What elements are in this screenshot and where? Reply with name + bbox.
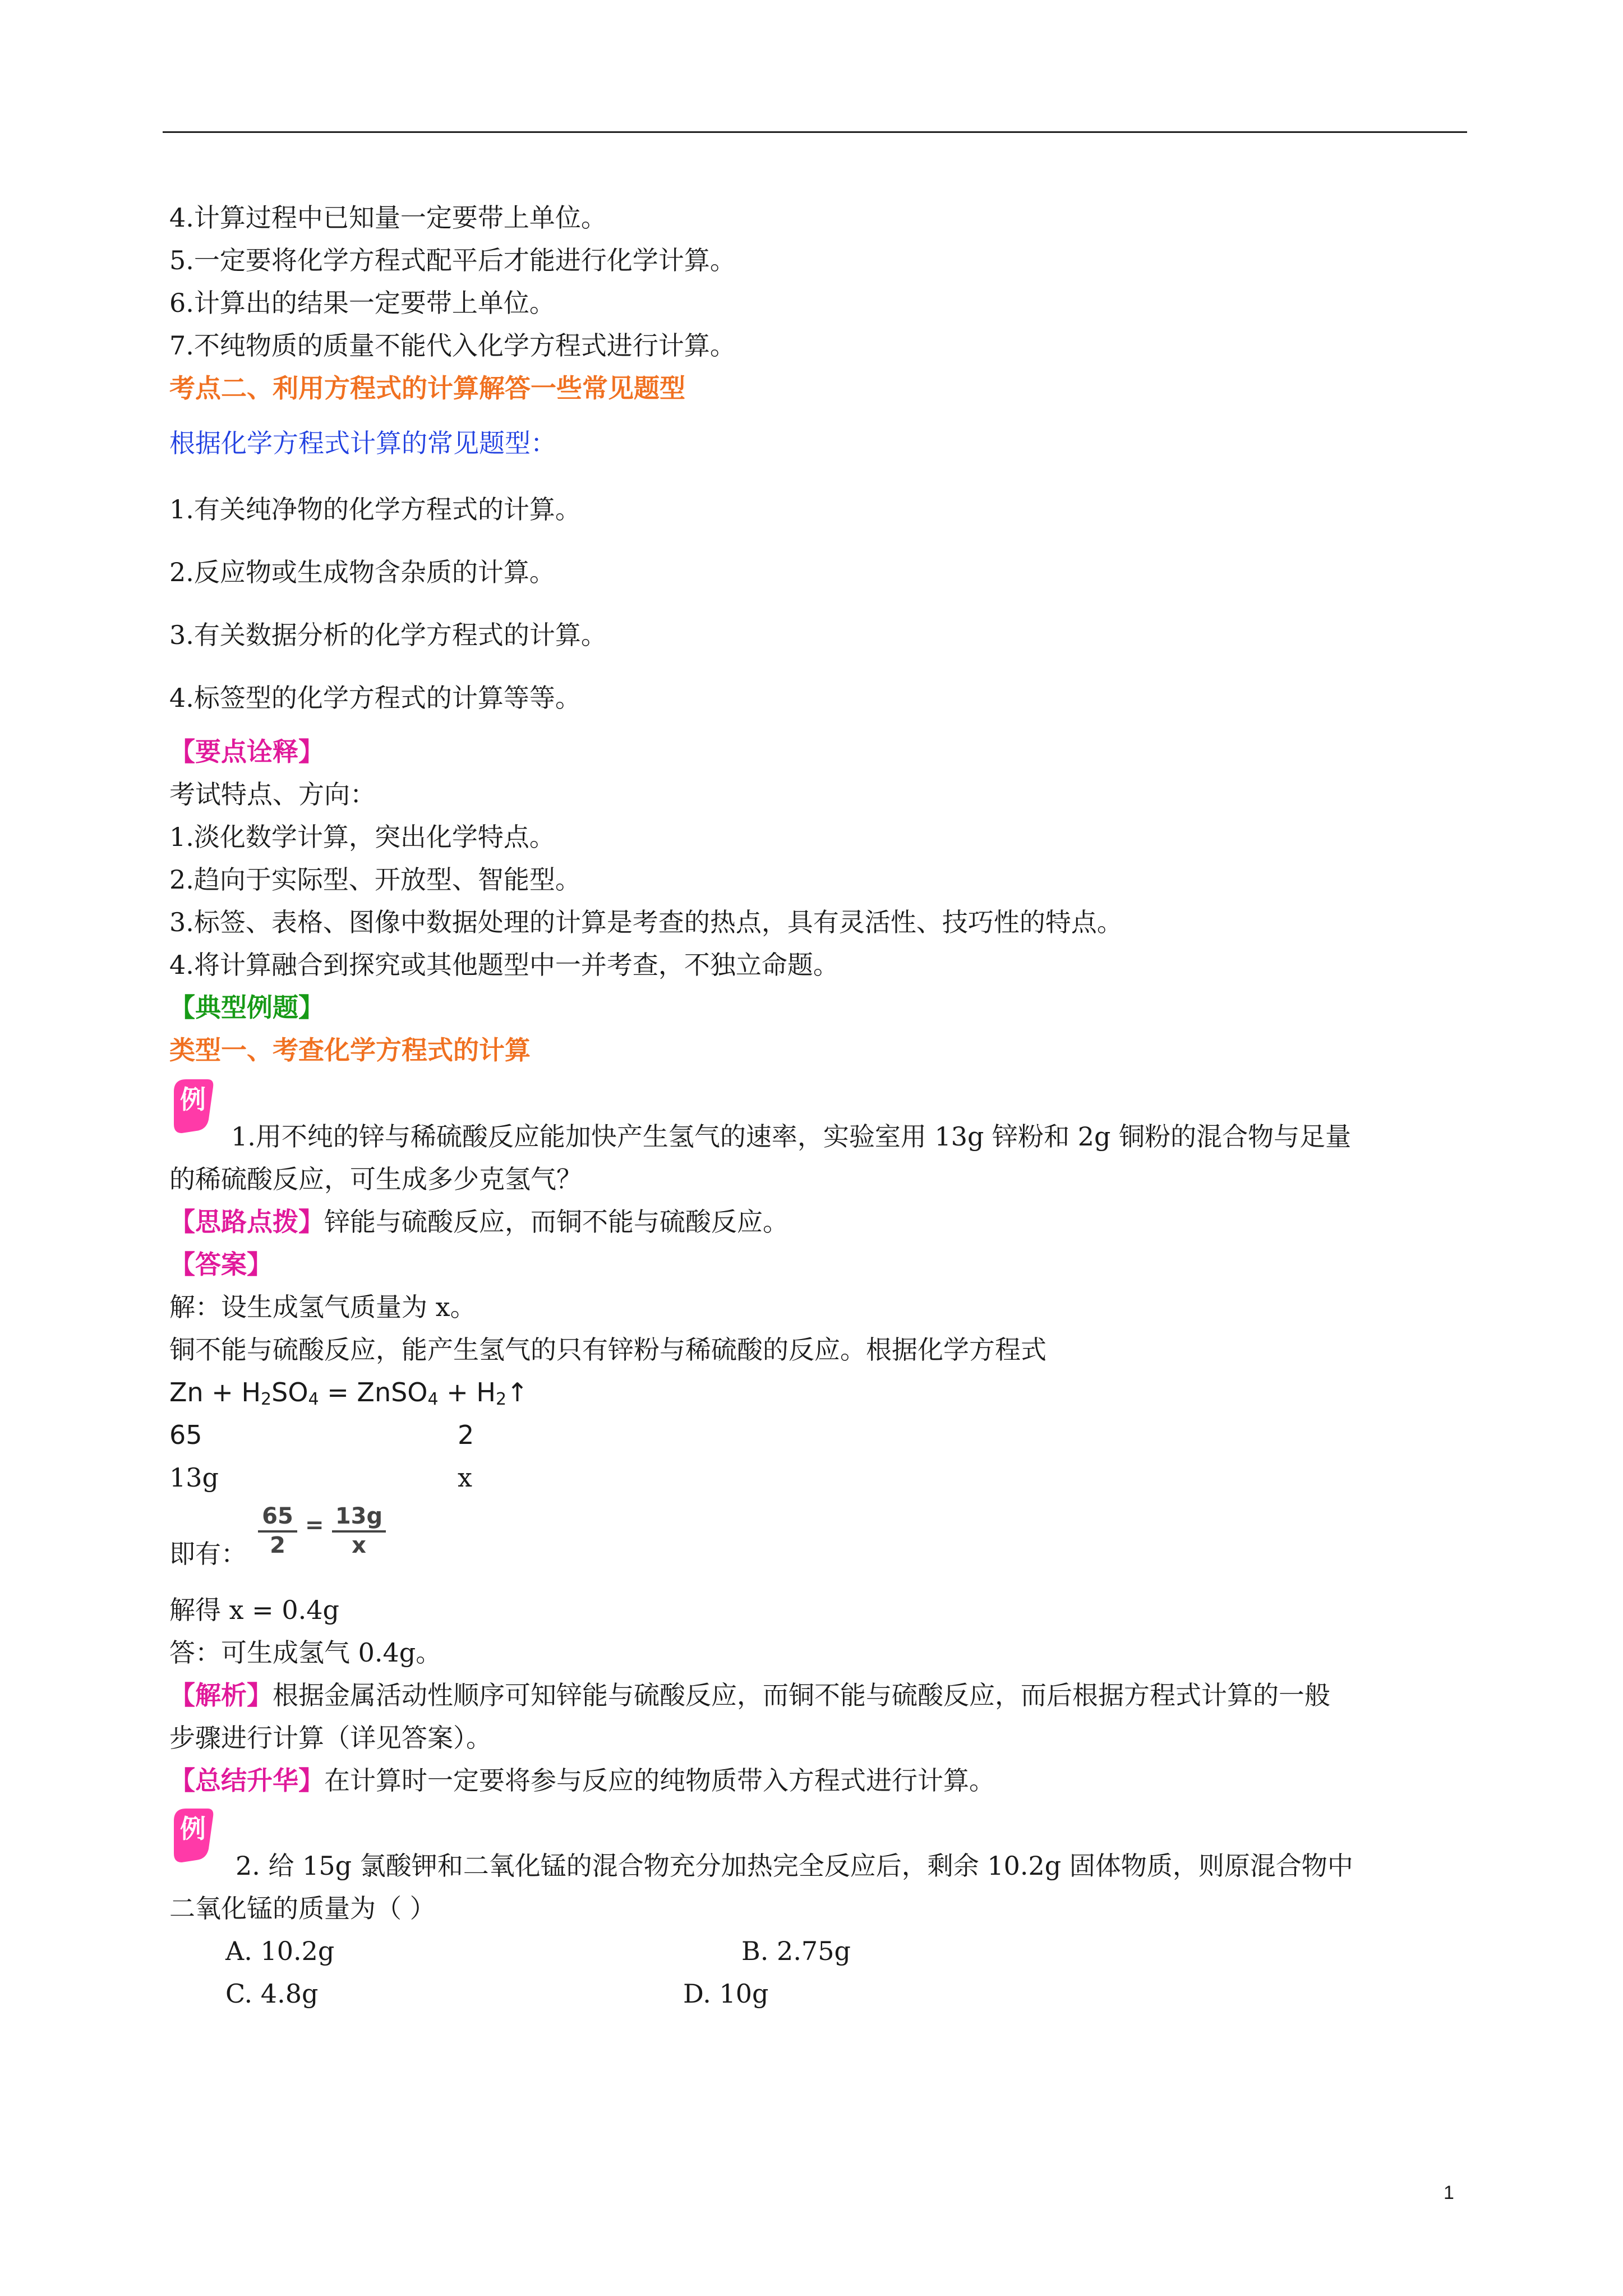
tag-heading: 【典型例题】 — [169, 992, 324, 1023]
example-badge-icon — [169, 1075, 216, 1137]
option-c: C. 4.8g — [225, 1978, 319, 2009]
list-item: 1.淡化数学计算，突出化学特点。 — [169, 822, 555, 852]
option-b: B. 2.75g — [741, 1936, 851, 1966]
text-line: 4.计算过程中已知量一定要带上单位。 — [169, 203, 607, 233]
mass-h2: x — [458, 1462, 472, 1493]
molar-mass-h2: 2 — [458, 1420, 474, 1450]
question-text: 的稀硫酸反应，可生成多少克氢气？ — [169, 1164, 582, 1194]
summary-text: 在计算时一定要将参与反应的纯物质带入方程式进行计算。 — [324, 1765, 995, 1796]
summary-tag: 【总结升华】 — [169, 1765, 324, 1796]
hint-line — [169, 1205, 789, 1239]
solution-line: 解得 x = 0.4g — [169, 1595, 339, 1625]
header-rule — [163, 131, 1467, 133]
badge-label: 例 — [180, 1814, 206, 1844]
example-badge-icon — [169, 1804, 216, 1866]
list-item: 2.反应物或生成物含杂质的计算。 — [169, 557, 555, 587]
analysis-text: 根据金属活动性顺序可知锌能与硫酸反应，而铜不能与硫酸反应，而后根据方程式计算的一般 — [273, 1680, 1330, 1710]
text-line: 考试特点、方向： — [169, 779, 376, 809]
mass-zn: 13g — [169, 1462, 219, 1493]
solution-line: 解：设生成氢气质量为 x。 — [169, 1292, 476, 1322]
subheading: 根据化学方程式计算的常见题型： — [169, 428, 556, 458]
section-heading: 类型一、考查化学方程式的计算 — [169, 1035, 531, 1065]
analysis-tag: 【解析】 — [169, 1680, 273, 1710]
section-heading: 考点二、利用方程式的计算解答一些常见题型 — [169, 373, 685, 403]
hint-tag: 【思路点拨】 — [169, 1207, 324, 1237]
analysis-line — [169, 1678, 1330, 1712]
list-item: 2.趋向于实际型、开放型、智能型。 — [169, 864, 581, 895]
list-item: 1.有关纯净物的化学方程式的计算。 — [169, 494, 581, 524]
analysis-line: 步骤进行计算（详见答案）。 — [169, 1723, 492, 1753]
text-line: 6.计算出的结果一定要带上单位。 — [169, 288, 555, 318]
question-text: 1.用不纯的锌与稀硫酸反应能加快产生氢气的速率，实验室用 13g 锌粉和 2g 铜粉的混合物与足量 — [231, 1121, 1352, 1152]
list-item: 4.标签型的化学方程式的计算等等。 — [169, 683, 581, 713]
list-item: 3.有关数据分析的化学方程式的计算。 — [169, 620, 607, 650]
fraction-2: $\frac{13g}{x}$ — [332, 1503, 386, 1558]
list-item: 3.标签、表格、图像中数据处理的计算是考查的热点，具有灵活性、技巧性的特点。 — [169, 907, 1123, 937]
text-line: 5.一定要将化学方程式配平后才能进行化学计算。 — [169, 245, 736, 275]
question-text: 2. 给 15g 氯酸钾和二氧化锰的混合物充分加热完全反应后，剩余 10.2g 固体物质，则原混合物中 — [236, 1851, 1353, 1881]
molar-mass-zn: 65 — [169, 1420, 202, 1450]
solution-line: 即有： — [169, 1539, 247, 1569]
page-number: 1 — [1444, 2182, 1454, 2203]
answer-tag: 【答案】 — [169, 1249, 273, 1280]
solution-line: 答：可生成氢气 0.4g。 — [169, 1637, 442, 1668]
option-a: A. 10.2g — [225, 1936, 335, 1966]
text-line: 7.不纯物质的质量不能代入化学方程式进行计算。 — [169, 330, 736, 361]
hint-text: 锌能与硫酸反应，而铜不能与硫酸反应。 — [324, 1207, 789, 1237]
list-item: 4.将计算融合到探究或其他题型中一并考查，不独立命题。 — [169, 950, 839, 980]
fraction-1: $\frac{65}{2}$ — [258, 1503, 297, 1558]
summary-line — [169, 1764, 995, 1797]
option-d: D. 10g — [683, 1978, 769, 2009]
fraction-equals: = — [305, 1512, 324, 1538]
solution-line: 铜不能与硫酸反应，能产生氢气的只有锌粉与稀硫酸的反应。根据化学方程式 — [169, 1335, 1046, 1365]
tag-heading: 【要点诠释】 — [169, 737, 324, 767]
chemical-equation: $Zn + H_2SO_4$ = ZnSO$_4$ + $H_2↑$ — [169, 1377, 528, 1409]
question-text: 二氧化锰的质量为（ ） — [169, 1893, 436, 1924]
badge-label: 例 — [180, 1084, 206, 1115]
